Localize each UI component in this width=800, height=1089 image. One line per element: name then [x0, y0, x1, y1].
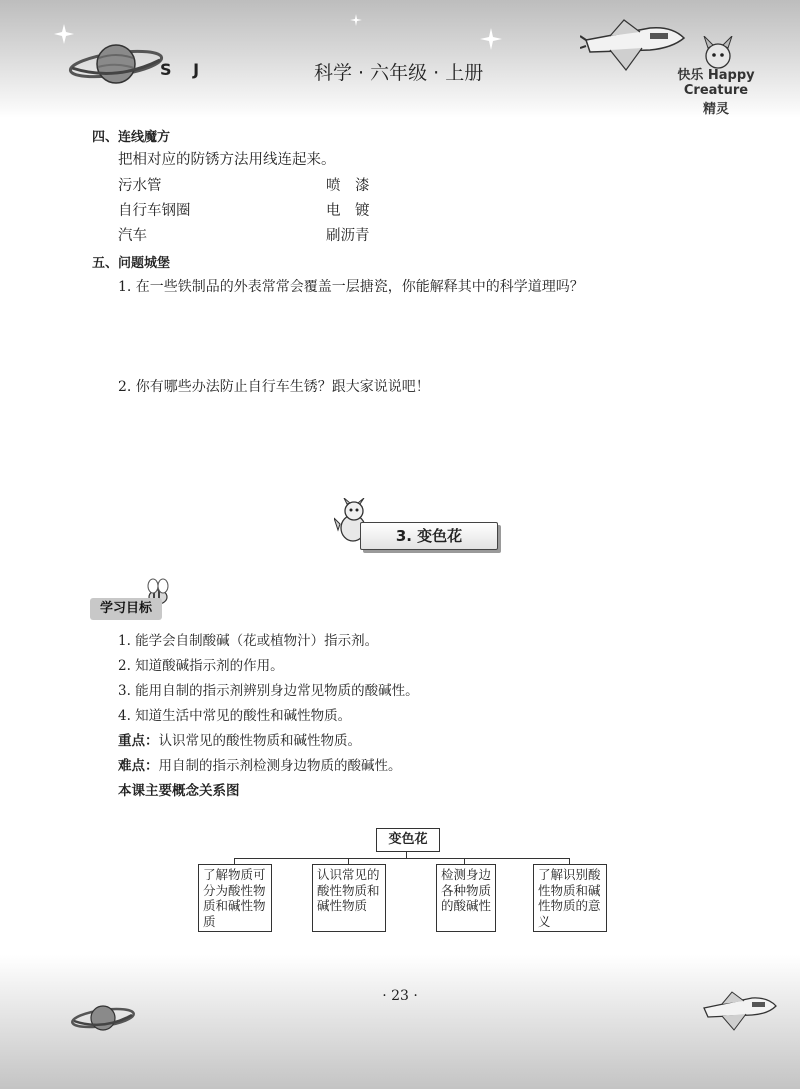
series-code: S J [160, 60, 208, 79]
sparkle-icon [54, 24, 74, 44]
sparkle-icon [480, 28, 502, 50]
question-text: 1. 在一些铁制品的外表常常会覆盖一层搪瓷，你能解释其中的科学道理吗？ [118, 279, 584, 295]
key-point-text: 认识常见的酸性物质和碱性物质。 [158, 733, 361, 749]
match-right-item: 刷沥青 [326, 228, 370, 244]
connector-line [234, 858, 570, 859]
section-heading: 五、问题城堡 [92, 256, 171, 271]
sparkle-icon [350, 14, 362, 26]
concept-root: 变色花 [376, 828, 440, 852]
goal-item: 1. 能学会自制酸碱（花或植物汁）指示剂。 [118, 633, 379, 649]
difficulty-point [118, 754, 402, 774]
key-point-label: 重点： [118, 733, 159, 749]
difficulty-label: 难点： [118, 758, 159, 774]
key-point [118, 729, 361, 749]
learning-goals-tag: 学习目标 [90, 598, 162, 620]
planet-icon [70, 1000, 136, 1036]
match-right-item: 电 镀 [326, 203, 370, 219]
concept-child: 了解物质可分为酸性物质和碱性物质 [198, 864, 272, 932]
page-number: · 23 · [382, 988, 418, 1004]
logo-text: 快乐 Happy Creature 精灵 [677, 68, 755, 117]
section-heading: 四、连线魔方 [92, 130, 171, 145]
match-left-item: 汽车 [118, 228, 147, 244]
goal-item: 4. 知道生活中常见的酸性和碱性物质。 [118, 708, 352, 724]
lesson-title-banner: 3. 变色花 [360, 522, 498, 550]
goal-item: 3. 能用自制的指示剂辨别身边常见物质的酸碱性。 [118, 683, 419, 699]
goal-item: 2. 知道酸碱指示剂的作用。 [118, 658, 284, 674]
book-title: 科学 · 六年级 · 上册 [314, 62, 484, 84]
match-left-item: 污水管 [118, 178, 162, 194]
space-shuttle-icon [700, 990, 780, 1034]
concept-child: 检测身边各种物质的酸碱性 [436, 864, 496, 932]
planet-icon [66, 38, 166, 90]
space-shuttle-icon [580, 18, 690, 76]
difficulty-text: 用自制的指示剂检测身边物质的酸碱性。 [158, 758, 402, 774]
match-left-item: 自行车钢圈 [118, 203, 191, 219]
concept-child: 认识常见的酸性物质和碱性物质 [312, 864, 386, 932]
instruction-text: 把相对应的防锈方法用线连起来。 [118, 152, 336, 168]
concept-map-heading: 本课主要概念关系图 [118, 783, 240, 799]
match-right-item: 喷 漆 [326, 178, 370, 194]
concept-child: 了解识别酸性物质和碱性物质的意义 [533, 864, 607, 932]
question-text: 2. 你有哪些办法防止自行车生锈？跟大家说说吧！ [118, 379, 430, 395]
